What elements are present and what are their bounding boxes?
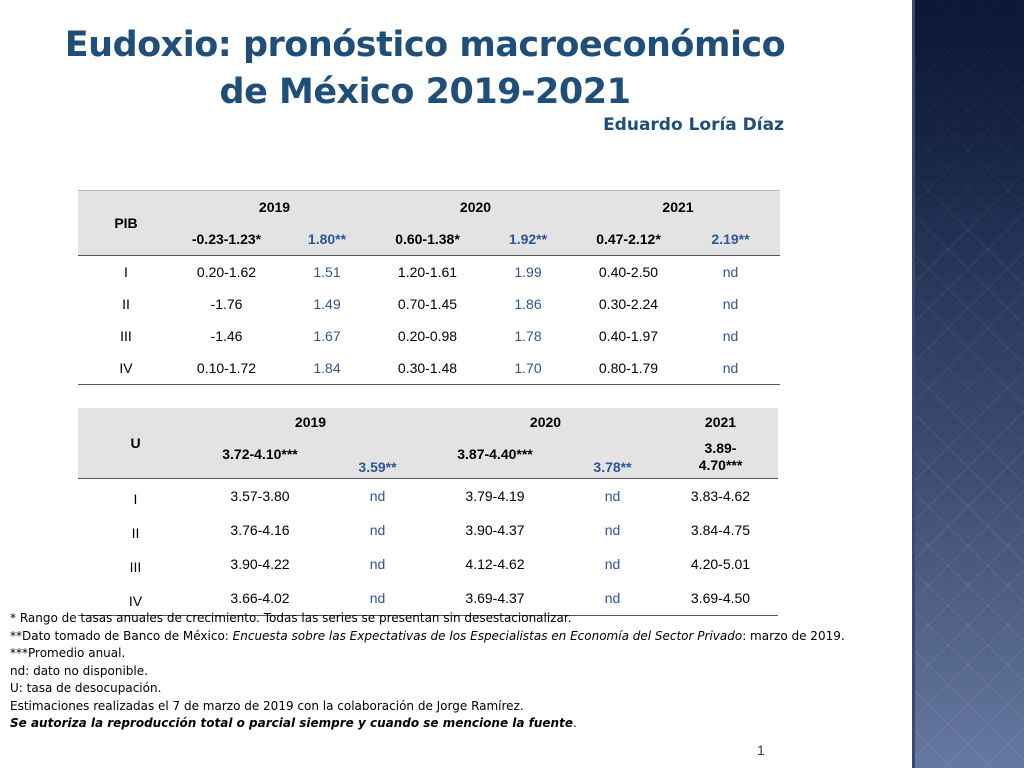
- pib-annual-range: -0.23-1.23*: [191, 231, 262, 247]
- table-cell: 3.57-3.80: [230, 487, 290, 504]
- table-cell: nd: [369, 487, 386, 504]
- u-year-2019: 2019: [294, 414, 327, 430]
- pib-year-2021: 2021: [662, 199, 694, 215]
- table-cell: nd: [369, 521, 386, 538]
- u-annual-survey: 3.59**: [358, 458, 397, 475]
- footnote-2-suffix: : marzo de 2019.: [742, 628, 845, 643]
- u-annual-range-line2: 4.70***: [698, 456, 743, 473]
- footnote-2: [10, 628, 900, 646]
- pib-row-label: PIB: [114, 215, 138, 231]
- table-cell: 3.83-4.62: [690, 487, 751, 504]
- table-cell: 3.69-4.50: [690, 589, 751, 606]
- footnote-4: nd: dato no disponible.: [10, 663, 148, 678]
- footnote-6: Estimaciones realizadas el 7 de marzo de 2019 con la colaboración de Jorge Ramírez.: [10, 698, 524, 713]
- pib-annual-range: 0.60-1.38*: [395, 231, 460, 247]
- quarter-label: III: [129, 558, 142, 575]
- table-cell: nd: [369, 555, 386, 572]
- table-cell: 1.20-1.61: [397, 264, 458, 280]
- table-cell: nd: [722, 328, 739, 344]
- table-row: [78, 352, 780, 385]
- table-cell: 0.20-0.98: [397, 328, 458, 344]
- table-row: [78, 256, 780, 289]
- table-row: [78, 320, 780, 352]
- table-cell: 1.67: [313, 328, 341, 344]
- pib-annual-range: 0.47-2.12*: [596, 231, 661, 247]
- table-cell: 0.80-1.79: [598, 360, 659, 376]
- u-row-label: U: [130, 434, 141, 451]
- u-annual-range: 3.87-4.40***: [457, 445, 533, 462]
- table-cell: 3.69-4.37: [465, 589, 525, 606]
- table-cell: nd: [604, 521, 621, 538]
- title-line-2: de México 2019-2021: [219, 72, 631, 112]
- table-cell: 1.86: [514, 296, 542, 312]
- table-cell: 0.30-2.24: [598, 296, 659, 312]
- pib-annual-survey: 1.92**: [508, 231, 548, 247]
- table-row: [78, 478, 778, 513]
- u-annual-range: 3.72-4.10***: [222, 445, 298, 462]
- table-cell: 3.66-4.02: [230, 589, 290, 606]
- quarter-label: I: [133, 490, 138, 507]
- footnote-3: ***Promedio anual.: [10, 646, 126, 660]
- table-cell: nd: [604, 589, 621, 606]
- footnote-5: U: tasa de desocupación.: [10, 681, 162, 695]
- table-row: [78, 288, 780, 320]
- table-cell: 0.30-1.48: [397, 360, 458, 376]
- table-cell: 1.99: [514, 264, 542, 280]
- footnote-2-prefix: **Dato tomado de Banco de México:: [10, 628, 233, 643]
- table-row: [78, 513, 778, 547]
- table-cell: 0.40-2.50: [598, 264, 659, 280]
- pib-annual-survey: 1.80**: [307, 231, 347, 247]
- pib-forecast-table: [78, 190, 780, 385]
- table-cell: nd: [722, 360, 739, 376]
- reproduction-notice-suffix: .: [572, 716, 577, 730]
- quarter-label: III: [120, 328, 132, 344]
- table-cell: nd: [722, 264, 739, 280]
- table-cell: 4.12-4.62: [465, 555, 525, 572]
- table-cell: nd: [369, 589, 386, 606]
- slide-title: [20, 22, 830, 116]
- table-cell: 1.78: [514, 328, 542, 344]
- table-cell: 1.49: [313, 296, 341, 312]
- table-row: [78, 547, 778, 581]
- quarter-label: II: [122, 296, 130, 312]
- table-cell: 0.20-1.62: [196, 264, 257, 280]
- quarter-label: IV: [119, 360, 133, 376]
- u-year-2020: 2020: [529, 414, 562, 430]
- table-cell: 1.51: [313, 264, 341, 280]
- table-cell: 3.90-4.22: [230, 555, 290, 572]
- table-cell: 3.84-4.75: [690, 521, 751, 538]
- page-number: 1: [757, 742, 765, 758]
- table-cell: -1.76: [210, 296, 243, 312]
- table-cell: nd: [722, 296, 739, 312]
- footnote-7: [10, 715, 900, 733]
- pib-year-2020: 2020: [459, 199, 492, 215]
- table-cell: 1.70: [514, 360, 542, 376]
- quarter-label: II: [131, 524, 140, 541]
- author-name: Eduardo Loría Díaz: [603, 115, 784, 135]
- footnotes: [10, 610, 900, 733]
- table-cell: 0.10-1.72: [196, 360, 257, 376]
- table-cell: nd: [604, 555, 621, 572]
- u-annual-range-line1: 3.89-: [704, 439, 737, 456]
- table-cell: 0.40-1.97: [598, 328, 659, 344]
- table-cell: 3.76-4.16: [230, 521, 290, 538]
- table-cell: 3.90-4.37: [465, 521, 525, 538]
- reproduction-notice: Se autoriza la reproducción total o parcial siempre y cuando se mencione la fuente: [10, 716, 573, 730]
- footnote-1: * Rango de tasas anuales de crecimiento. Todas las series se presentan sin desestacionalizar.: [10, 611, 572, 625]
- u-year-2021: 2021: [704, 414, 737, 430]
- decorative-side-panel: [912, 0, 1024, 768]
- quarter-label: I: [124, 264, 128, 280]
- pib-annual-survey: 2.19**: [711, 231, 750, 247]
- side-panel-edge: [912, 0, 915, 768]
- unemployment-forecast-table: [78, 408, 778, 616]
- footnote-2-source: Encuesta sobre las Expectativas de los Especialistas en Economía del Sector Privado: [232, 628, 743, 643]
- u-annual-survey: 3.78**: [593, 458, 632, 475]
- title-line-1: Eudoxio: pronóstico macroeconómico: [64, 25, 786, 65]
- u-annual-range-2021: [663, 436, 778, 478]
- table-cell: nd: [604, 487, 621, 504]
- table-cell: -1.46: [210, 328, 243, 344]
- table-cell: 0.70-1.45: [397, 296, 458, 312]
- pib-year-2019: 2019: [258, 199, 291, 215]
- table-cell: 1.84: [313, 360, 341, 376]
- table-cell: 4.20-5.01: [690, 555, 751, 572]
- table-cell: 3.79-4.19: [465, 487, 525, 504]
- quarter-label: IV: [128, 592, 143, 609]
